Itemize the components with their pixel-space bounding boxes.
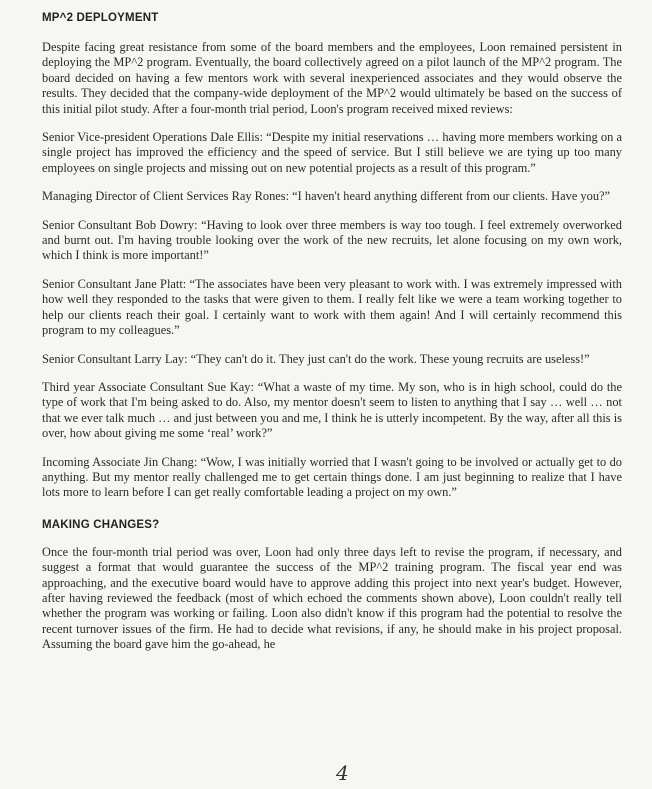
- page-number: 4: [336, 761, 349, 785]
- quote-ray-rones: Managing Director of Client Services Ray Rones: “I haven't heard anything different from our clients. Have you?”: [42, 189, 611, 204]
- quote-jane-platt: Senior Consultant Jane Platt: “The associates have been very pleasant to work with. I was extremely impressed with how well they responded to the tasks that were given to them. I really felt like we were a team working together to help our clients reach their goal. I certainly want to work with them again! And I will certainly recommend this program to my colleagues.”: [42, 276, 622, 338]
- quote-sue-kay: Third year Associate Consultant Sue Kay: “What a waste of my time. My son, who is in high school, could do the type of work that I'm being asked to do. Also, my mentor doesn't seem to listen to anything that I say … well … not that we ever talk much … and just between you and me, I think he is utterly incompetent. By the way, after all this is over, how about giving me some ‘real’ work?”: [42, 379, 622, 441]
- paragraph-making-changes: Once the four-month trial period was over, Loon had only three days left to revise the program, if necessary, and suggest a format that would guarantee the success of the MP^2 training program. The fiscal year end was approaching, and the executive board would have to approve adding this project into next year's budget. However, after having reviewed the feedback (most of which echoed the comments shown above), Loon couldn't really tell whether the program was working or failing. Loon also didn't know if this program had the potential to resolve the recent turnover issues of the firm. He had to decide what revisions, if any, he should make in his project proposal. Assuming the board gave him the go-ahead, he: [42, 544, 622, 652]
- quote-jin-chang: Incoming Associate Jin Chang: “Wow, I was initially worried that I wasn't going to be involved or actually get to do anything. But my mentor really challenged me to get certain things done. I am just beginning to realize that I have lots more to learn before I can get really comfortable leading a project on my own.”: [42, 454, 622, 500]
- section-heading-making-changes: MAKING CHANGES?: [42, 518, 160, 531]
- paragraph-intro: Despite facing great resistance from some of the board members and the employees, Loon remained persistent in deploying the MP^2 program. Eventually, the board collectively agreed on a pilot launch of the MP^2 program. The board decided on having a few mentors work with several inexperienced associates and they would observe the results. They decided that the company-wide deployment of the MP^2 would ultimately be based on the success of this initial pilot study. After a four-month trial period, Loon's program received mixed reviews:: [42, 40, 622, 116]
- section-heading-deployment: MP^2 DEPLOYMENT: [42, 12, 159, 24]
- quote-dale-ellis: Senior Vice-president Operations Dale Ellis: “Despite my initial reservations … having more members working on a single project has improved the efficiency and the speed of service. But I still believe we are tying up too many employees on single projects and missing out on new potential projects as a result of this program.”: [42, 130, 622, 175]
- quote-larry-lay: Senior Consultant Larry Lay: “They can't do it. They just can't do the work. These young recruits are useless!”: [42, 351, 590, 366]
- quote-bob-dowry: Senior Consultant Bob Dowry: “Having to look over three members is way too tough. I feel extremely overworked and burnt out. I'm having trouble looking over the work of the new recruits, let alone focusing on my own work, which I think is more important!”: [42, 217, 622, 263]
